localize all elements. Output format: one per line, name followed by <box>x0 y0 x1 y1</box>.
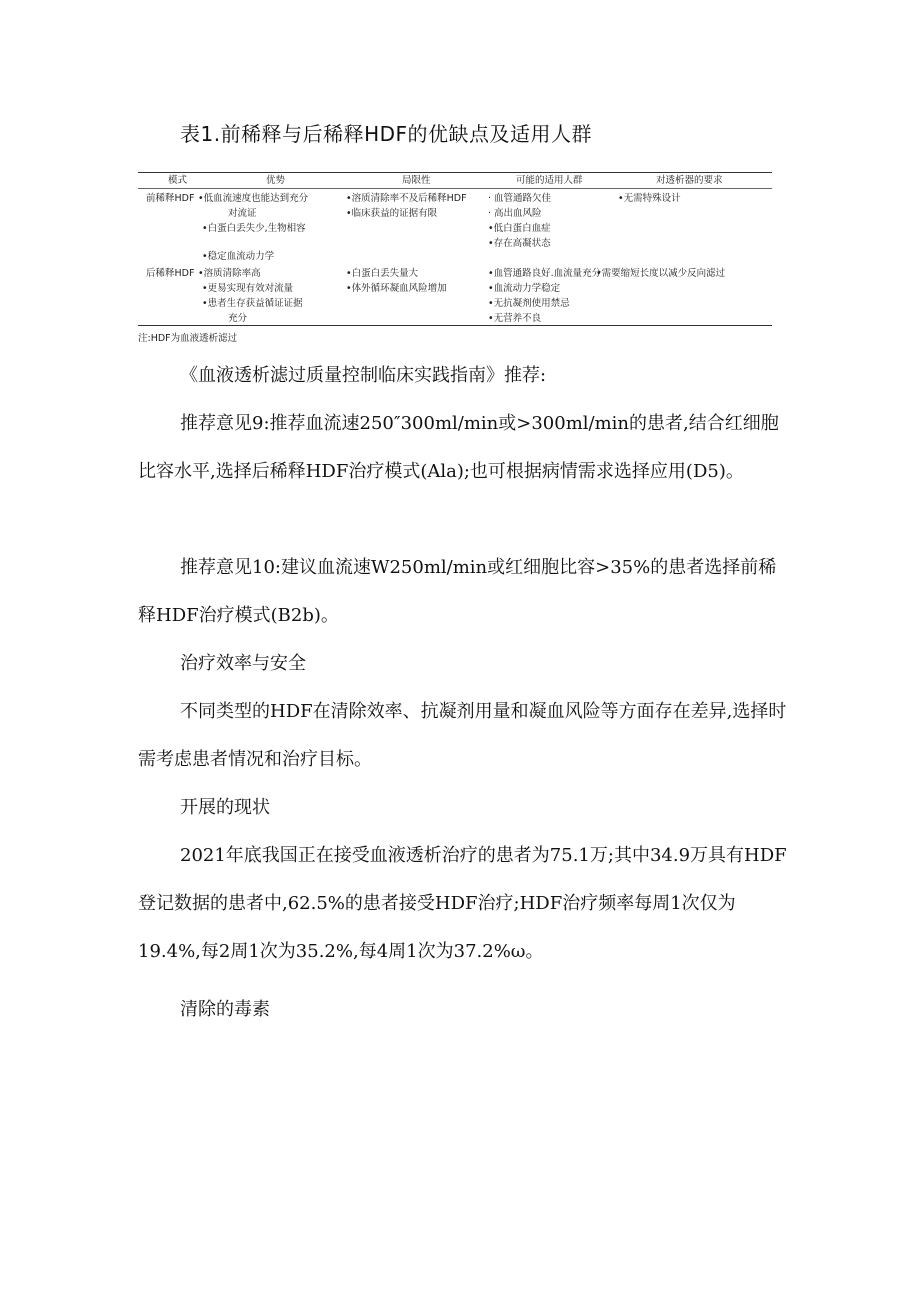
recommendation-9: 推荐意见9:推荐血流速250″300ml/min或>300ml/min的患者,结合红细胞比容水平,选择后稀释HDF治疗模式(Ala);也可根据病情需求选择应用(D5)。 <box>138 413 779 482</box>
row-pre-advantage: •白蛋白丢失少,生物相容 <box>202 223 306 234</box>
header-advantage: 优势 <box>266 175 286 186</box>
row-pre-population: · 高出血风险 <box>488 208 542 219</box>
row-post-population: •无抗凝剂使用禁忌 <box>488 298 570 309</box>
row-post-advantage: •患者生存获益循证证据 <box>202 298 303 309</box>
row-pre-population: •存在高凝状态 <box>488 238 551 249</box>
row-pre-population: · 血管通路欠佳 <box>488 193 552 204</box>
row-post-population: •血流动力学稳定 <box>488 283 561 294</box>
table-top-rule <box>138 172 772 173</box>
header-mode: 模式 <box>168 175 188 186</box>
row-pre-limitation: •临床获益的证据有限 <box>346 208 438 219</box>
row-post-limitation: •白蛋白丢失量大 <box>346 268 419 279</box>
section-heading-status: 开展的现状 <box>180 797 270 818</box>
header-requirement: 对透析器的要求 <box>656 175 723 186</box>
header-limitation: 局限性 <box>402 175 431 186</box>
row-post-population: •无营养不良 <box>488 313 542 324</box>
efficiency-paragraph: 不同类型的HDF在清除效率、抗凝剂用量和凝血风险等方面存在差异,选择时需考虑患者情况和治疗目标。 <box>138 701 787 770</box>
row-pre-mode: 前稀释HDF <box>146 193 195 204</box>
row-post-mode: 后稀释HDF <box>146 268 195 279</box>
row-post-advantage: 充分 <box>228 313 248 324</box>
table-caption: 表1.前稀释与后稀释HDF的优缺点及适用人群 <box>180 122 593 146</box>
table-note: 注:HDF为血液透析滤过 <box>138 333 238 344</box>
section-heading-efficiency: 治疗效率与安全 <box>180 653 306 674</box>
row-post-requirement: •需要缩短长度以减少反向滤过 <box>596 268 726 279</box>
row-pre-advantage: 对流证 <box>228 208 257 219</box>
row-pre-advantage: •稳定血流动力学 <box>202 251 275 262</box>
status-paragraph: 2021年底我国正在接受血液透析治疗的患者为75.1万;其中34.9万具有HDF登记数据的患者中,62.5%的患者接受HDF治疗;HDF治疗频率每周1次仅为19.4%,每2周1次为35.2%,每4周1次为37.2%ω。 <box>138 845 787 962</box>
row-post-advantage: •溶质清除率高 <box>198 268 261 279</box>
table-bottom-rule <box>138 325 772 326</box>
row-pre-advantage: •低血流速度也能达到充分 <box>198 193 309 204</box>
row-pre-requirement: •无需特殊设计 <box>618 193 681 204</box>
guideline-title: 《血液透析滤过质量控制临床实践指南》推荐: <box>180 365 547 386</box>
header-population: 可能的适用人群 <box>516 175 583 186</box>
row-post-advantage: •更易实现有效对流量 <box>202 283 294 294</box>
recommendation-10: 推荐意见10:建议血流速W250ml/min或红细胞比容>35%的患者选择前稀释HDF治疗模式(B2b)。 <box>138 557 777 626</box>
row-post-population: •血管通路良好.血流量充分 <box>488 268 602 279</box>
section-heading-toxins: 清除的毒素 <box>180 999 270 1020</box>
row-pre-limitation: •溶质清除率不及后稀释HDF <box>346 193 467 204</box>
row-pre-population: •低白蛋白血症 <box>488 223 551 234</box>
table-header-rule <box>138 188 772 189</box>
row-post-limitation: •体外循环凝血风险增加 <box>346 283 447 294</box>
